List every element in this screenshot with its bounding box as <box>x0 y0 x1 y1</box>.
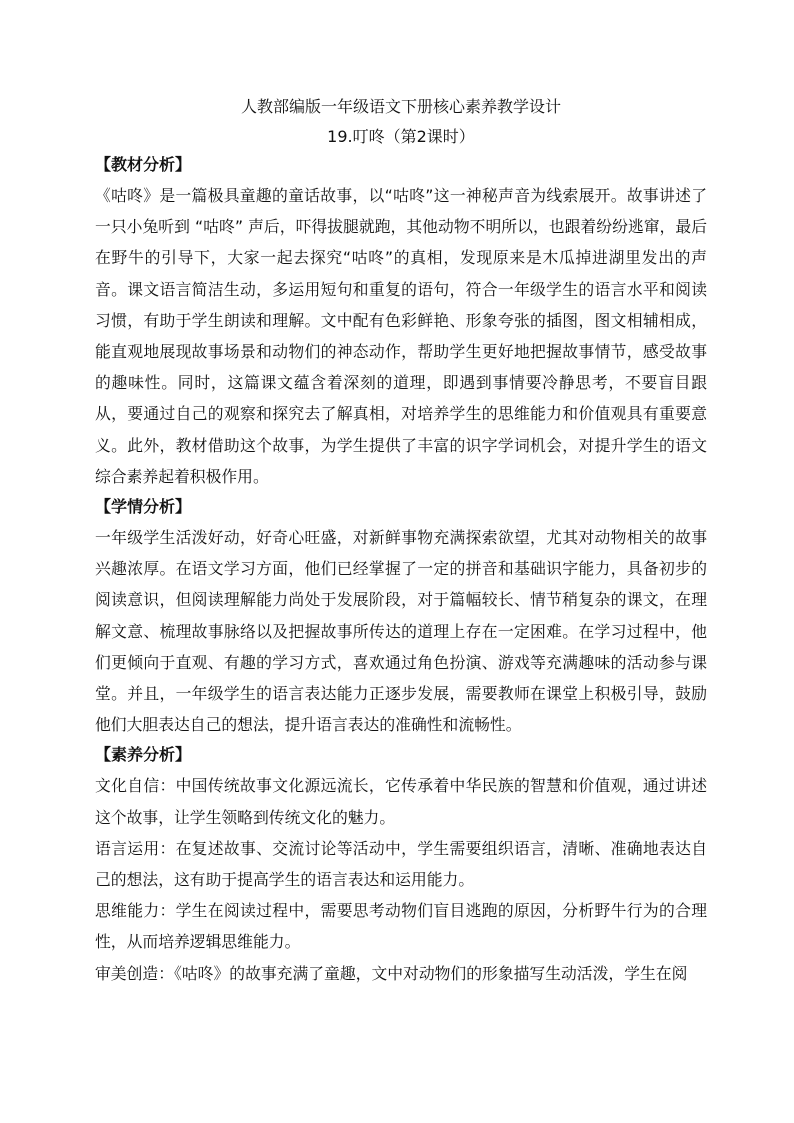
section-paragraph: 文化自信：中国传统故事文化源远流长，它传承着中华民族的智慧和价值观，通过讲述这个故事，让学生领略到传统文化的魅力。 <box>95 776 707 827</box>
document-page <box>95 92 707 989</box>
section-paragraph: 语言运用：在复述故事、交流讨论等活动中，学生需要组织语言，清晰、准确地表达自己的想法，这有助于提高学生的语言表达和运用能力。 <box>95 838 707 890</box>
section-paragraph: 思维能力：学生在阅读过程中，需要思考动物们盲目逃跑的原因，分析野牛行为的合理性，从而培养逻辑思维能力。 <box>95 901 707 952</box>
section-heading: 【素养分析】 <box>95 745 192 765</box>
section-paragraph: 审美创造：《咕咚》的故事充满了童趣，文中对动物们的形象描写生动活泼，学生在阅 <box>95 963 688 983</box>
section-competency-analysis <box>95 740 707 988</box>
section-learner-analysis <box>95 492 707 740</box>
section-textbook-analysis <box>95 150 707 492</box>
section-paragraph: 一年级学生活泼好动，好奇心旺盛，对新鲜事物充满探索欲望，尤其对动物相关的故事兴趣浓厚。在语文学习方面，他们已经掌握了一定的拼音和基础识字能力，具备初步的阅读意识，但阅读理解能力尚处于发展阶段，对于篇幅较长、情节稍复杂的课文，在理解文意、梳理故事脉络以及把握故事所传达的道理上存在一定困难。在学习过程中，他们更倾向于直观、有趣的学习方式，喜欢通过角色扮演、游戏等充满趣味的活动参与课堂。并且，一年级学生的语言表达能力正逐步发展，需要教师在课堂上积极引导，鼓励他们大胆表达自己的想法，提升语言表达的准确性和流畅性。 <box>95 528 707 735</box>
section-heading: 【学情分析】 <box>95 497 192 517</box>
document-subtitle: 19.叮咚（第2课时） <box>327 127 475 146</box>
section-paragraph: 《咕咚》是一篇极具童趣的童话故事，以“咕咚”这一神秘声音为线索展开。故事讲述了一只小兔听到 “咕咚” 声后，吓得拔腿就跑，其他动物不明所以，也跟着纷纷逃窜，最后在野牛的引导下，大家一起去探究“咕咚”的真相，发现原来是木瓜掉进湖里发出的声音。课文语言简洁生动，多运用短句和重复的语句，符合一年级学生的语言水平和阅读习惯，有助于学生朗读和理解。文中配有色彩鲜艳、形象夸张的插图，图文相辅相成，能直观地展现故事场景和动物们的神态动作，帮助学生更好地把握故事情节，感受故事的趣味性。同时，这篇课文蕴含着深刻的道理，即遇到事情要冷静思考，不要盲目跟从，要通过自己的观察和探究去了解真相，对培养学生的思维能力和价值观具有重要意义。此外，教材借助这个故事，为学生提供了丰富的识字学词机会，对提升学生的语文综合素养起着积极作用。 <box>95 186 707 486</box>
section-heading: 【教材分析】 <box>95 155 192 174</box>
document-title: 人教部编版一年级语文下册核心素养教学设计 <box>240 97 561 116</box>
